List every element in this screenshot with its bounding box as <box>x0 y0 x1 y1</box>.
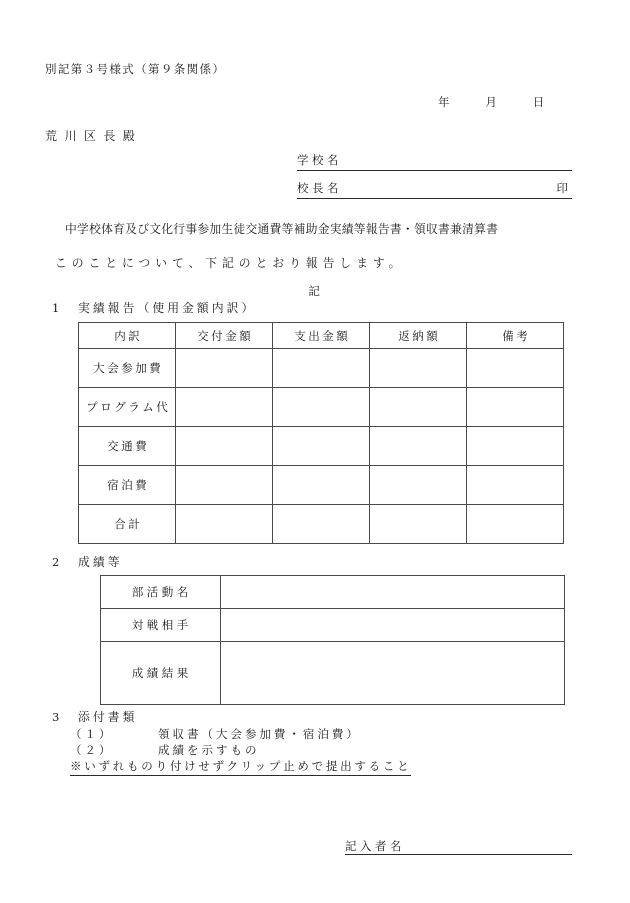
col-header-bikou: 備考 <box>467 323 564 349</box>
cell-input[interactable] <box>370 388 467 427</box>
table-row <box>101 576 565 609</box>
document-title: 中学校体育及び文化行事参加生徒交通費等補助金実績等報告書・領収書兼清算書 <box>65 222 499 236</box>
cell-input[interactable] <box>273 466 370 505</box>
section2-number: 2 <box>52 555 62 569</box>
section3-number: 3 <box>52 710 62 724</box>
seal-mark: 印 <box>556 181 568 195</box>
cell-input[interactable] <box>467 427 564 466</box>
attachment-text-1: 領収書（大会参加費・宿泊費） <box>158 727 361 741</box>
ki-mark: 記 <box>308 284 322 298</box>
row-label-kotsuhi: 交通費 <box>79 427 176 466</box>
cell-input[interactable] <box>467 349 564 388</box>
attachment-number-1: （１） <box>70 727 114 741</box>
row-label-bukatsudoumei: 部活動名 <box>101 576 221 609</box>
cell-input[interactable] <box>176 349 273 388</box>
table-row <box>79 388 564 427</box>
writer-name-field[interactable] <box>345 836 572 855</box>
date-day-label: 日 <box>532 95 547 109</box>
cell-input[interactable] <box>370 427 467 466</box>
cell-input[interactable] <box>176 388 273 427</box>
addressee: 荒川区長殿 <box>45 129 143 143</box>
cell-input[interactable] <box>467 388 564 427</box>
table-header-row <box>79 323 564 349</box>
cell-input[interactable] <box>176 427 273 466</box>
date-year-label: 年 <box>438 95 452 109</box>
table-row <box>79 505 564 544</box>
attachment-item-2 <box>70 745 259 757</box>
row-label-shukuhakuhi: 宿泊費 <box>79 466 176 505</box>
col-header-shishutsu-kingaku: 支出金額 <box>273 323 370 349</box>
row-label-taisen-aite: 対戦相手 <box>101 609 221 642</box>
cell-input[interactable] <box>221 576 565 609</box>
cell-input[interactable] <box>176 505 273 544</box>
table-row <box>101 609 565 642</box>
section3-title: 添付書類 <box>78 710 138 724</box>
section1-title: 実績報告（使用金額内訳） <box>78 301 257 315</box>
cell-input[interactable] <box>221 609 565 642</box>
jisseki-table <box>78 322 564 544</box>
col-header-kofu-kingaku: 交付金額 <box>176 323 273 349</box>
cell-input[interactable] <box>221 642 565 705</box>
intro-text: このことについて、下記のとおり報告します。 <box>55 256 406 270</box>
section2-title: 成績等 <box>78 555 123 569</box>
section1-number: 1 <box>52 301 62 315</box>
cell-input[interactable] <box>370 505 467 544</box>
attachment-number-2: （２） <box>70 743 114 757</box>
school-name-label: 学校名 <box>297 153 342 167</box>
principal-name-label: 校長名 <box>297 181 342 195</box>
writer-name-label: 記入者名 <box>345 838 405 853</box>
cell-input[interactable] <box>273 388 370 427</box>
cell-input[interactable] <box>370 349 467 388</box>
table-row <box>101 642 565 705</box>
row-label-goukei: 合計 <box>79 505 176 544</box>
form-code: 別記第３号様式（第９条関係） <box>45 62 226 76</box>
attachment-item-1 <box>70 729 361 741</box>
attachment-text-2: 成績を示すもの <box>158 743 260 757</box>
cell-input[interactable] <box>176 466 273 505</box>
row-label-program-dai: プログラム代 <box>79 388 176 427</box>
table-row <box>79 427 564 466</box>
cell-input[interactable] <box>467 466 564 505</box>
date-month-label: 月 <box>485 95 499 109</box>
row-label-taikai-sankahi: 大会参加費 <box>79 349 176 388</box>
principal-name-field[interactable] <box>297 180 572 199</box>
cell-input[interactable] <box>467 505 564 544</box>
cell-input[interactable] <box>273 349 370 388</box>
date-line <box>438 97 546 109</box>
col-header-hennogaku: 返納額 <box>370 323 467 349</box>
attachment-note: ※いずれものり付けせずクリップ止めで提出すること <box>70 761 411 776</box>
row-label-seiseki-kekka: 成績結果 <box>101 642 221 705</box>
cell-input[interactable] <box>273 427 370 466</box>
cell-input[interactable] <box>273 505 370 544</box>
table-row <box>79 349 564 388</box>
seiseki-table <box>100 575 565 705</box>
school-name-field[interactable] <box>297 152 572 171</box>
cell-input[interactable] <box>370 466 467 505</box>
col-header-uchiwake: 内訳 <box>79 323 176 349</box>
table-row <box>79 466 564 505</box>
